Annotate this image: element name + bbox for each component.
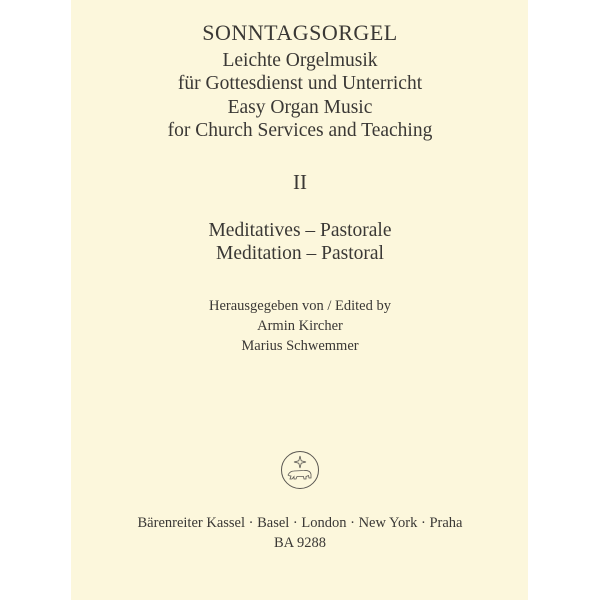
book-title: SONNTAGSORGEL	[202, 20, 398, 45]
theme-german: Meditatives – Pastorale	[208, 220, 392, 241]
subtitle-english-1: Easy Organ Music	[227, 97, 373, 118]
subtitle-german-2: für Gottesdienst und Unterricht	[177, 73, 423, 94]
theme-english: Meditation – Pastoral	[216, 243, 384, 264]
publisher-imprint: Bärenreiter Kassel · Basel · London · New York · Praha	[137, 515, 463, 531]
subtitle-german-1: Leichte Orgelmusik	[222, 50, 378, 71]
catalog-number: BA 9288	[274, 535, 326, 551]
subtitle-english-2: for Church Services and Teaching	[167, 120, 433, 141]
edited-by-label: Herausgegeben von / Edited by	[208, 298, 391, 314]
volume-number: II	[293, 170, 307, 194]
bear-and-star-seal-icon	[280, 450, 320, 490]
editor-name: Marius Schwemmer	[241, 338, 359, 354]
editor-name: Armin Kircher	[257, 318, 343, 334]
